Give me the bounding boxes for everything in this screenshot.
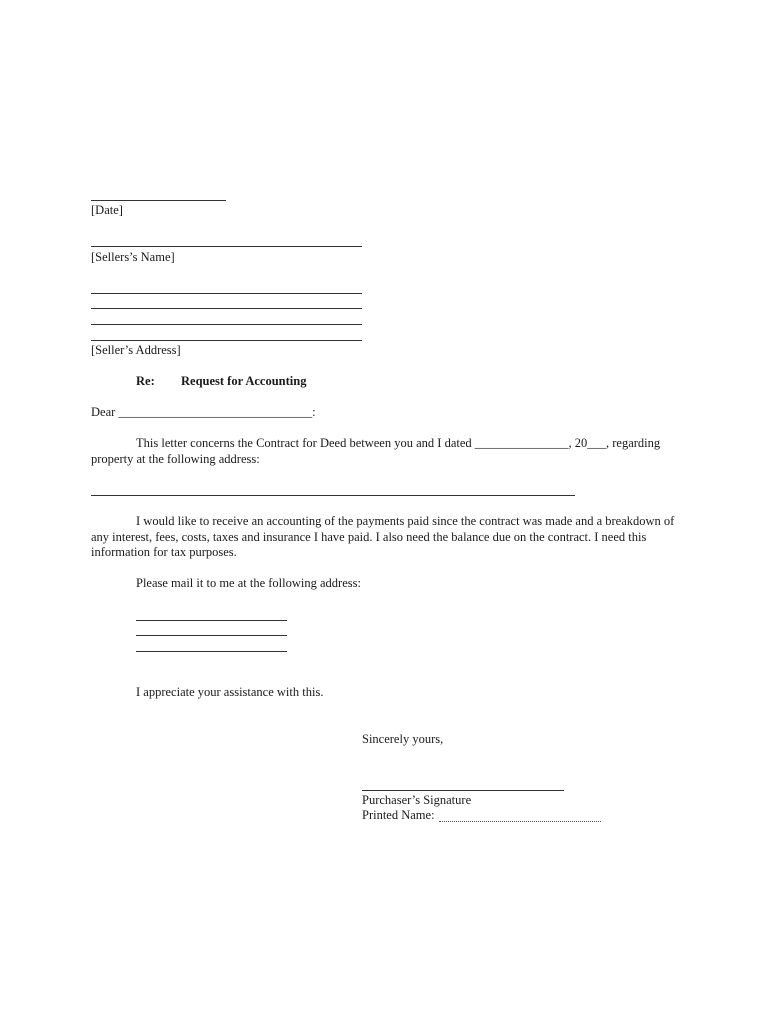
para1-line2: property at the following address: (91, 452, 260, 466)
sellers-name-line (91, 246, 362, 247)
date-line (91, 200, 226, 201)
sellers-address-label: [Seller’s Address] (91, 343, 181, 357)
property-address-line (91, 495, 575, 496)
salutation-blank: _______________________________ (118, 405, 313, 419)
para2-line3: information for tax purposes. (91, 545, 237, 559)
sellers-address-line-1 (91, 293, 362, 294)
para3: Please mail it to me at the following address: (136, 576, 361, 590)
para4: I appreciate your assistance with this. (136, 685, 324, 699)
salutation (91, 405, 316, 420)
mailing-address-line-2 (136, 635, 287, 636)
subject-line: Request for Accounting (181, 374, 307, 388)
printed-name-line (439, 821, 601, 822)
mailing-address-line-1 (136, 620, 287, 621)
signature-label: Purchaser’s Signature (362, 793, 472, 807)
salutation-prefix: Dear (91, 405, 116, 419)
sellers-address-line-3 (91, 324, 362, 325)
sellers-address-line-4 (91, 340, 362, 341)
mailing-address-line-3 (136, 651, 287, 652)
date-label: [Date] (91, 203, 123, 217)
salutation-suffix: : (312, 405, 316, 419)
sellers-name-label: [Sellers’s Name] (91, 250, 175, 264)
para2-line1: I would like to receive an accounting of the payments paid since the contract was made and a breakdown of (136, 514, 675, 528)
printed-name-label: Printed Name: (362, 808, 435, 822)
re-label: Re: (136, 374, 155, 388)
para1-line1: This letter concerns the Contract for Deed between you and I dated _______________, 20___, regarding (136, 436, 661, 450)
sellers-address-line-2 (91, 308, 362, 309)
para2-line2: any interest, fees, costs, taxes and insurance I have paid. I also need the balance due on the contract. I need this (91, 530, 647, 544)
signature-line (362, 790, 564, 791)
closing: Sincerely yours, (362, 732, 444, 746)
